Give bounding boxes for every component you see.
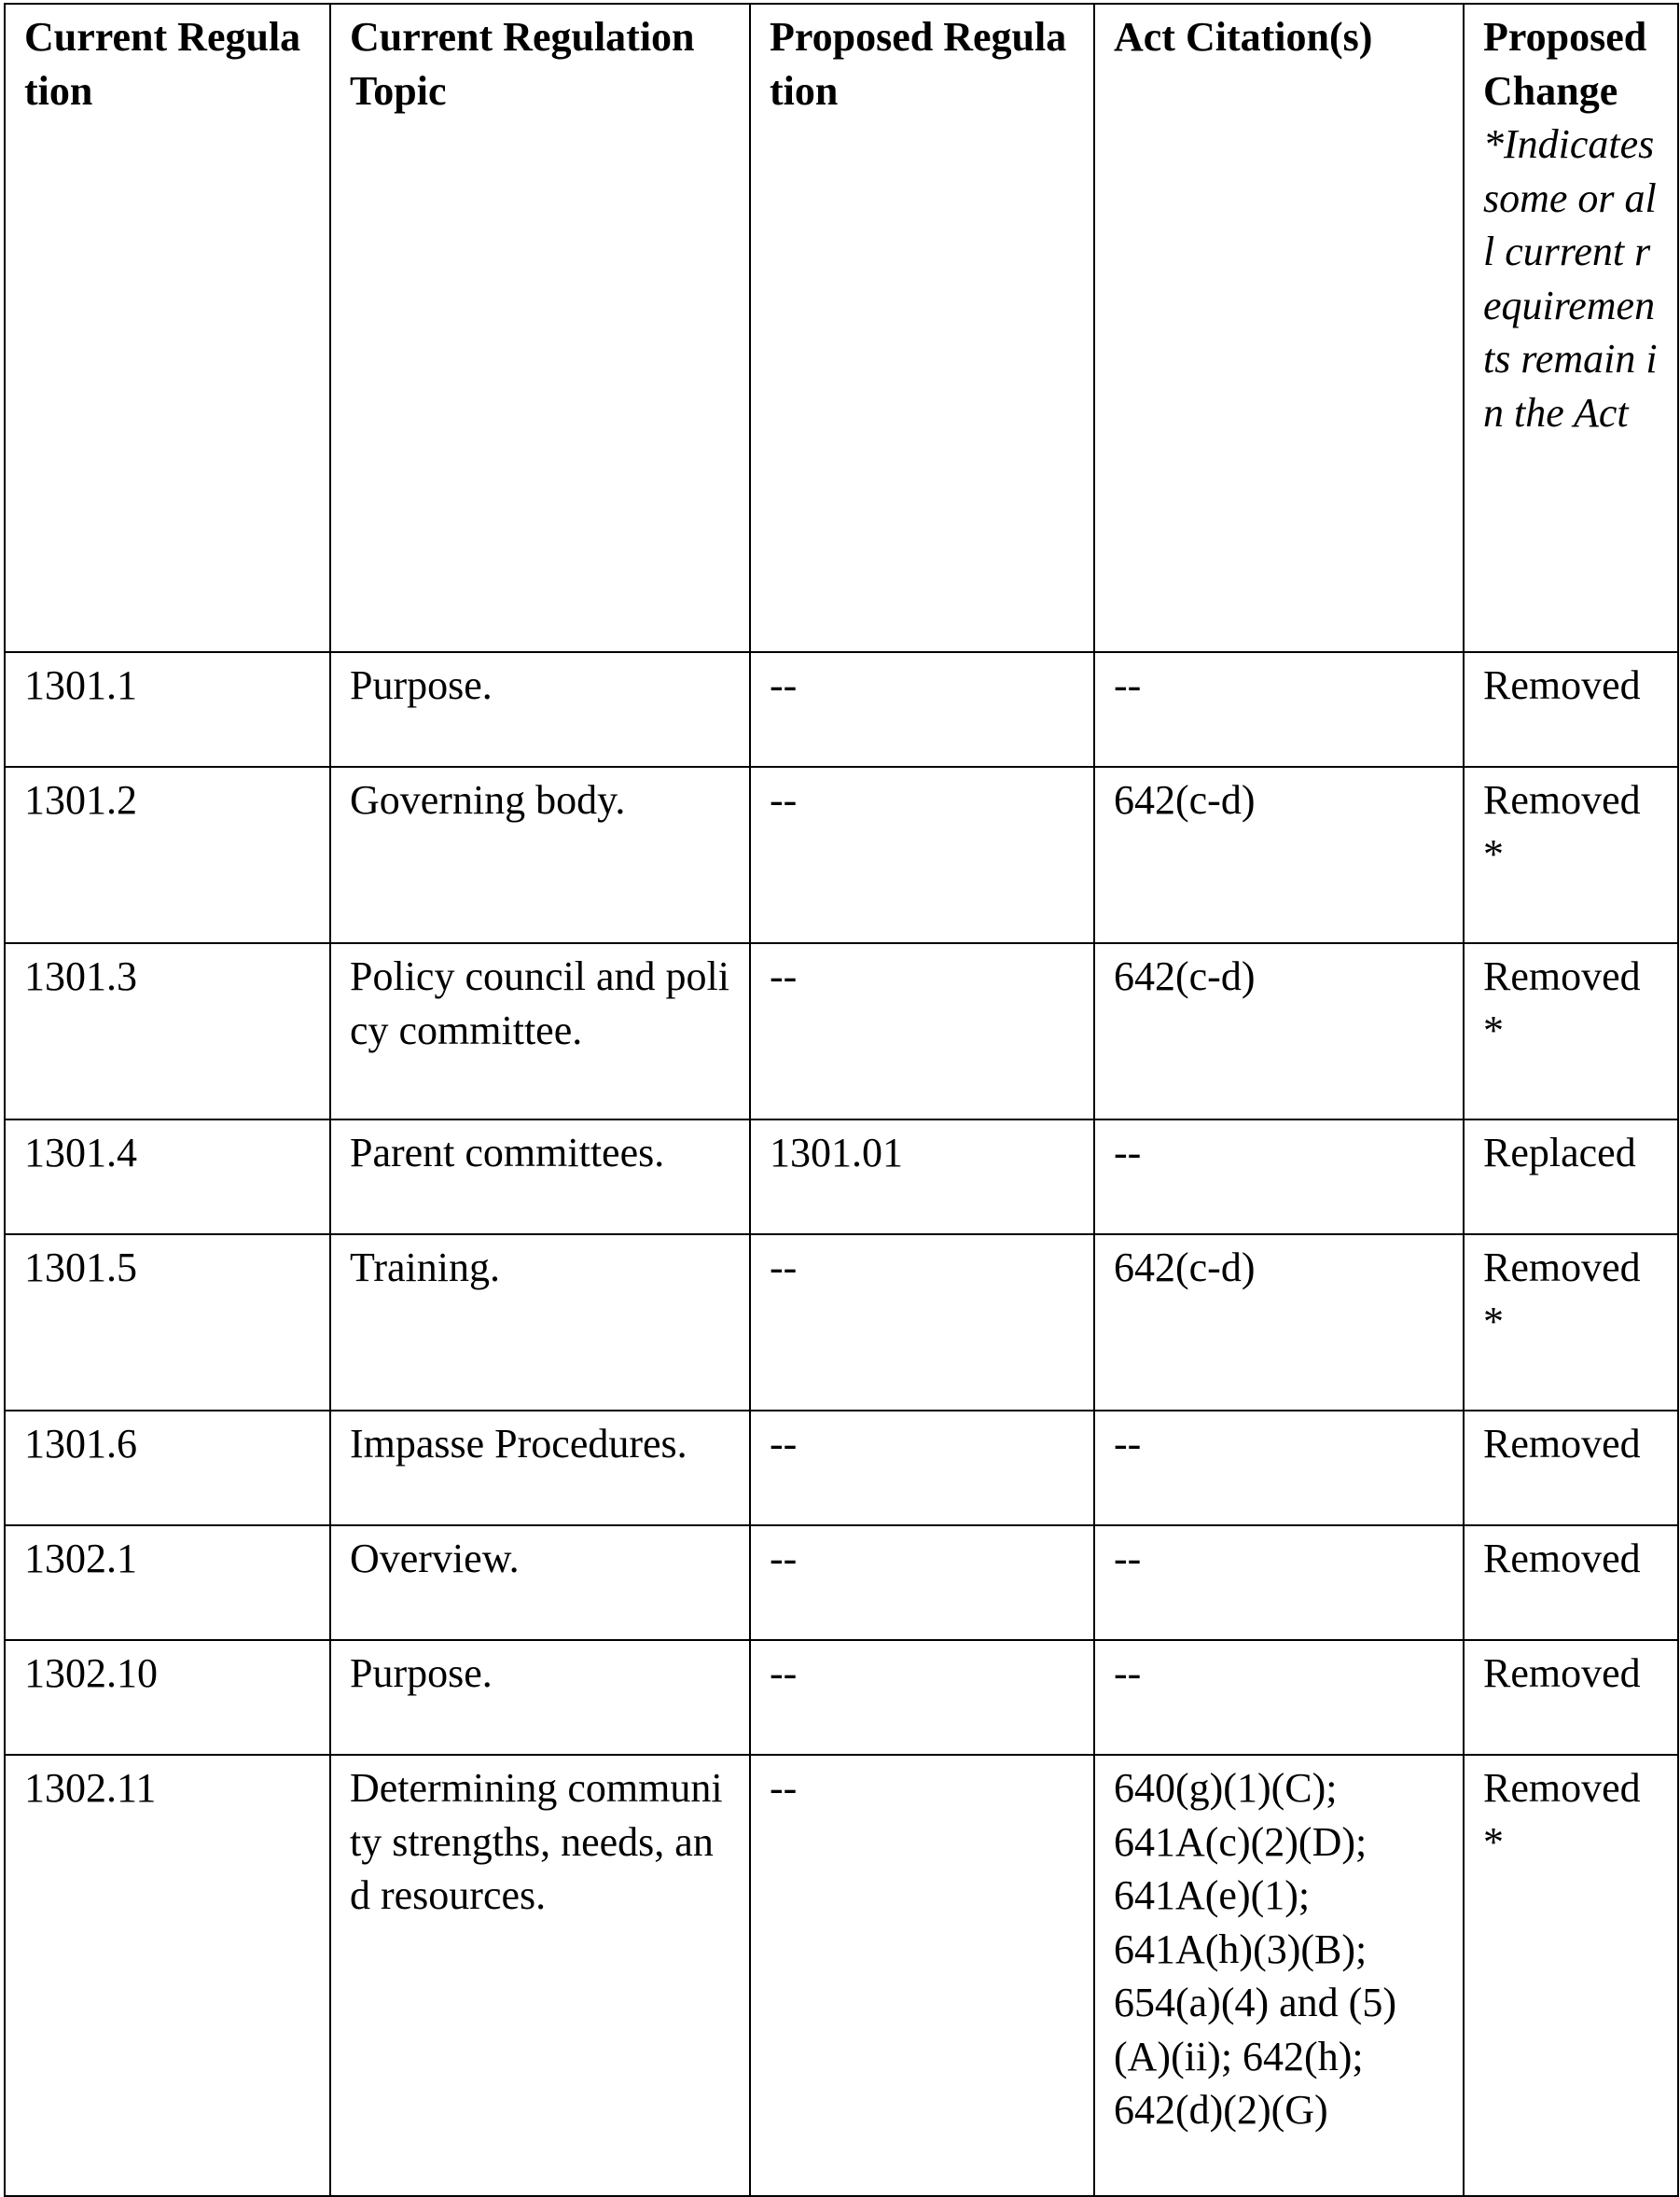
cell-proposed-regulation: 1301.01: [750, 1119, 1094, 1234]
cell-topic: Training.: [330, 1234, 750, 1411]
cell-proposed-change: Removed: [1464, 652, 1678, 767]
cell-act-citations: --: [1094, 1640, 1464, 1755]
cell-current-regulation: 1301.4: [5, 1119, 330, 1234]
cell-act-citations: --: [1094, 652, 1464, 767]
cell-topic: Governing body.: [330, 767, 750, 943]
cell-proposed-change: Removed*: [1464, 1234, 1678, 1411]
cell-proposed-regulation: --: [750, 1755, 1094, 2196]
cell-proposed-regulation: --: [750, 1411, 1094, 1525]
cell-topic: Determining community strengths, needs, and resources.: [330, 1755, 750, 2196]
cell-proposed-change: Replaced: [1464, 1119, 1678, 1234]
cell-current-regulation: 1301.3: [5, 943, 330, 1119]
cell-proposed-regulation: --: [750, 1640, 1094, 1755]
table-row: [5, 1411, 1678, 1525]
cell-proposed-change: Removed*: [1464, 767, 1678, 943]
cell-proposed-change: Removed: [1464, 1411, 1678, 1525]
table-row: [5, 767, 1678, 943]
cell-topic: Policy council and policy committee.: [330, 943, 750, 1119]
cell-act-citations: 642(c-d): [1094, 943, 1464, 1119]
cell-proposed-change: Removed: [1464, 1640, 1678, 1755]
cell-topic: Parent committees.: [330, 1119, 750, 1234]
header-current-regulation-topic: Current Regulation Topic: [330, 4, 750, 652]
header-proposed-change-note: *Indicates some or all current requirements remain in the Act: [1483, 121, 1658, 436]
cell-act-citations: --: [1094, 1119, 1464, 1234]
header-row: [5, 4, 1678, 652]
cell-current-regulation: 1301.1: [5, 652, 330, 767]
table-row: [5, 943, 1678, 1119]
cell-proposed-regulation: --: [750, 1234, 1094, 1411]
cell-act-citations: --: [1094, 1525, 1464, 1640]
cell-topic: Purpose.: [330, 652, 750, 767]
table-row: [5, 1640, 1678, 1755]
cell-act-citations: 640(g)(1)(C); 641A(c)(2)(D); 641A(e)(1); 641A(h)(3)(B); 654(a)(4) and (5)(A)(ii); 642(h); 642(d)(2)(G): [1094, 1755, 1464, 2196]
cell-proposed-change: Removed*: [1464, 943, 1678, 1119]
cell-current-regulation: 1301.5: [5, 1234, 330, 1411]
header-proposed-regulation: Proposed Regulation: [750, 4, 1094, 652]
cell-current-regulation: 1302.1: [5, 1525, 330, 1640]
table-row: [5, 1234, 1678, 1411]
cell-proposed-regulation: --: [750, 1525, 1094, 1640]
header-current-regulation: Current Regulation: [5, 4, 330, 652]
table-row: [5, 1525, 1678, 1640]
cell-proposed-regulation: --: [750, 767, 1094, 943]
cell-current-regulation: 1301.2: [5, 767, 330, 943]
regulation-changes-table: [4, 3, 1679, 2197]
cell-proposed-regulation: --: [750, 652, 1094, 767]
cell-act-citations: 642(c-d): [1094, 1234, 1464, 1411]
cell-act-citations: --: [1094, 1411, 1464, 1525]
header-proposed-change-label: Proposed Change: [1483, 14, 1647, 114]
cell-topic: Impasse Procedures.: [330, 1411, 750, 1525]
cell-topic: Purpose.: [330, 1640, 750, 1755]
table-row: [5, 1755, 1678, 2196]
cell-proposed-regulation: --: [750, 943, 1094, 1119]
cell-current-regulation: 1302.11: [5, 1755, 330, 2196]
table-row: [5, 1119, 1678, 1234]
table-row: [5, 652, 1678, 767]
header-act-citations: Act Citation(s): [1094, 4, 1464, 652]
header-proposed-change: [1464, 4, 1678, 652]
cell-proposed-change: Removed*: [1464, 1755, 1678, 2196]
cell-current-regulation: 1302.10: [5, 1640, 330, 1755]
cell-proposed-change: Removed: [1464, 1525, 1678, 1640]
cell-current-regulation: 1301.6: [5, 1411, 330, 1525]
cell-act-citations: 642(c-d): [1094, 767, 1464, 943]
cell-topic: Overview.: [330, 1525, 750, 1640]
